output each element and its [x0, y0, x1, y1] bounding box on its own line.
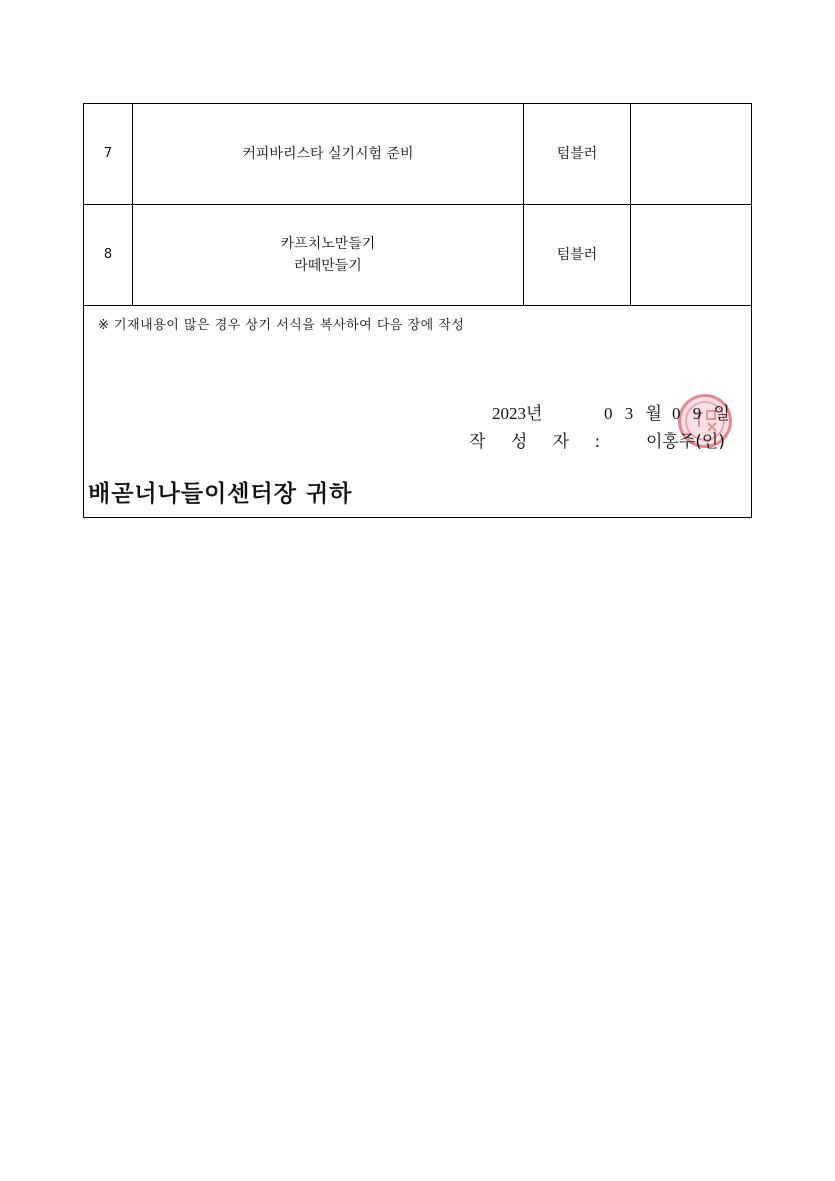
row-item: 텀블러: [524, 205, 631, 305]
row-number: 8: [84, 205, 133, 305]
content-line: 커피바리스타 실기시험 준비: [242, 146, 414, 162]
form-note: ※ 기재내용이 많은 경우 상기 서식을 복사하여 다음 장에 작성: [98, 318, 465, 333]
content-line: 카프치노만들기: [280, 236, 376, 252]
row-note: [631, 205, 751, 305]
document-form: [83, 103, 752, 518]
row-note: [631, 104, 751, 204]
row-content: [133, 104, 524, 204]
row-content: [133, 205, 524, 305]
author-line: [469, 427, 749, 451]
author-name: 이홍주(인): [646, 432, 725, 452]
row-item: 텀블러: [524, 104, 631, 204]
table-row: [84, 104, 751, 205]
date-line: [492, 399, 732, 421]
recipient-title: 배곧너나들이센터장 귀하: [88, 481, 353, 507]
row-number: 7: [84, 104, 133, 204]
table-row: [84, 205, 751, 306]
content-line: 라떼만들기: [294, 258, 362, 274]
date-day: 0 9 일: [672, 404, 734, 423]
date-year: 2023년: [492, 404, 543, 423]
author-label: 작 성 자 :: [469, 432, 611, 452]
date-month: 0 3 월: [604, 404, 666, 423]
